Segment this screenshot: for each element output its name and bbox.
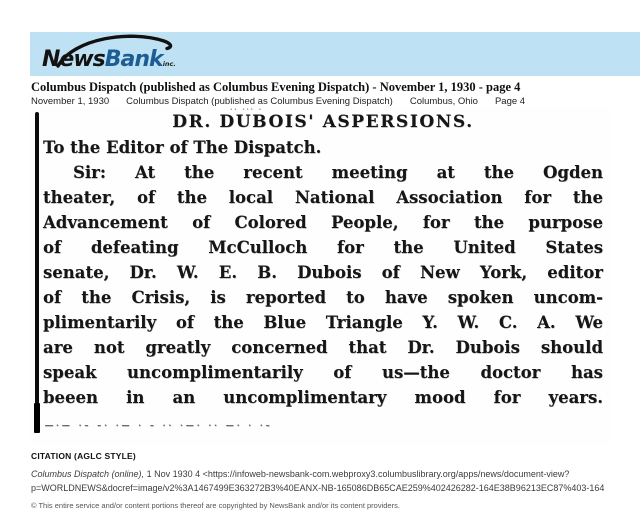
article-headline: DR. DUBOIS' ASPERSIONS. — [172, 112, 474, 132]
meta-date: November 1, 1930 — [31, 96, 110, 107]
citation-source: Columbus Dispatch (online), — [31, 469, 145, 479]
article-line: speak uncomplimentarily of us—the doctor has — [43, 363, 603, 382]
article-line: senate, Dr. W. E. B. Dubois of New York, editor — [43, 263, 603, 282]
citation-line-1 — [31, 468, 640, 482]
newsbank-logo — [38, 32, 228, 76]
article-text — [43, 109, 603, 410]
meta-publication: Columbus Dispatch (published as Columbus Evening Dispatch) — [126, 96, 393, 107]
article-line: theater, of the local National Association for the — [43, 188, 603, 207]
article-line: Sir: At the recent meeting at the Ogden — [73, 163, 603, 182]
copyright-notice: © This entire service and/or content portions thereof are copyrighted by NewsBank and/or its content providers. — [31, 501, 400, 510]
article-line: are not greatly concerned that Dr. Dubois should — [43, 338, 603, 357]
article-line: beeen in an uncomplimentary mood for years. — [43, 388, 603, 407]
document-title: Columbus Dispatch (published as Columbus Evening Dispatch) - November 1, 1930 - page 4 — [31, 80, 521, 94]
citation-body — [31, 468, 640, 496]
article-lines — [43, 135, 603, 410]
logo-bank: Bank — [104, 47, 163, 72]
meta-page: Page 4 — [494, 96, 526, 107]
logo-news: News — [42, 47, 105, 72]
column-rule-end — [34, 403, 40, 433]
cutoff-text-top: ·· ··· · — [230, 106, 263, 113]
article-line: of the Crisis, is reported to have spoken uncom- — [43, 288, 603, 307]
logo-text — [42, 47, 176, 72]
citation-line-2: p=WORLDNEWS&docref=image/v2%3A1467499E363272B3%40EANX-NB-165086DB65CAE259%402426282-164E38B96213EC87%403-164 — [31, 482, 605, 493]
article-line: plimentarily of the Blue Triangle Y. W. C. A. We — [43, 313, 603, 332]
article-line: Advancement of Colored People, for the purpose — [43, 213, 603, 232]
newsbank-banner — [30, 32, 640, 76]
cutoff-text-fragments: ―·— ·– –· ·— · – ·· ·—· ·· —· · ·– — [45, 420, 273, 430]
meta-location: Columbus, Ohio — [409, 96, 478, 107]
document-meta — [31, 96, 542, 107]
article-line: To the Editor of The Dispatch. — [43, 138, 322, 157]
column-rule — [35, 112, 39, 412]
logo-inc-suffix: inc. — [162, 60, 176, 68]
newspaper-clipping-image — [30, 107, 612, 445]
citation-url-part1: 1 Nov 1930 4 <https://infoweb-newsbank-com.webproxy3.columbuslibrary.org/apps/news/document-view? — [144, 469, 570, 479]
citation-label: CITATION (AGLC STYLE) — [31, 451, 136, 461]
article-line: of defeating McCulloch for the United States — [43, 238, 603, 257]
